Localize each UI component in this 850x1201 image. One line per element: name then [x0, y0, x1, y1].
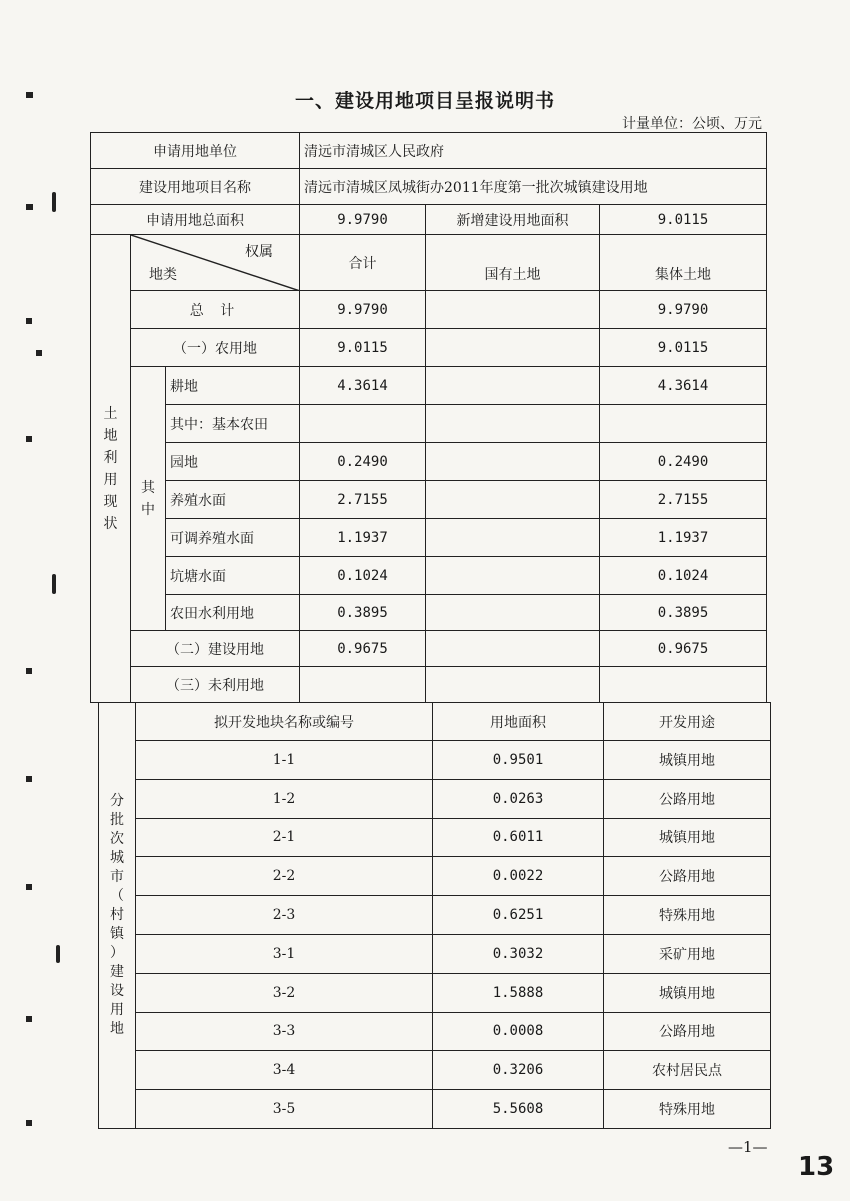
- sub-char: 其: [141, 479, 155, 496]
- row-garden-collective: 0.2490: [600, 443, 767, 481]
- row-unused-state: [426, 667, 600, 703]
- land-use-section-label: [91, 235, 131, 703]
- parcel-use: 农村居民点: [604, 1051, 771, 1090]
- applicant-label: 申请用地单位: [91, 133, 300, 169]
- batch-section-label: [99, 703, 136, 1129]
- row-basic-sum: [300, 405, 426, 443]
- parcel-id: 1-1: [136, 741, 433, 780]
- row-pond-sum: 0.1024: [300, 557, 426, 595]
- row-agri-sum: 9.0115: [300, 329, 426, 367]
- parcel-id: 2-2: [136, 857, 433, 896]
- parcel-id: 1-2: [136, 779, 433, 818]
- parcel-area: 0.0008: [433, 1012, 604, 1051]
- parcel-use: 城镇用地: [604, 973, 771, 1012]
- row-unused-collective: [600, 667, 767, 703]
- total-area-value: 9.9790: [300, 205, 426, 235]
- row-aqua-collective: 2.7155: [600, 481, 767, 519]
- parcel-id: 3-1: [136, 934, 433, 973]
- parcel-use: 特殊用地: [604, 1090, 771, 1129]
- parcel-use: 公路用地: [604, 1012, 771, 1051]
- handwritten-page-number: 13: [798, 1152, 835, 1182]
- row-adj-aqua-label: 可调养殖水面: [166, 519, 300, 557]
- parcel-area: 0.0022: [433, 857, 604, 896]
- parcel-area: 0.6011: [433, 818, 604, 857]
- section-char: ）: [110, 944, 124, 961]
- section-char: 分: [110, 792, 124, 809]
- row-total-label: 总 计: [131, 291, 300, 329]
- row-unused-label: （三）未利用地: [131, 667, 300, 703]
- parcel-id: 3-4: [136, 1051, 433, 1090]
- row-agri-collective: 9.0115: [600, 329, 767, 367]
- total-area-label: 申请用地总面积: [91, 205, 300, 235]
- row-irrig-state: [426, 595, 600, 631]
- binder-mark: [26, 884, 32, 890]
- parcel-use: 公路用地: [604, 857, 771, 896]
- binder-mark: [26, 318, 32, 324]
- section-char: 用: [103, 471, 118, 488]
- row-unused-sum: [300, 667, 426, 703]
- row-gengdi-label: 耕地: [166, 367, 300, 405]
- row-agri-state: [426, 329, 600, 367]
- binder-mark: [56, 945, 60, 963]
- parcel-id: 3-5: [136, 1090, 433, 1129]
- diagonal-header-cell: [131, 235, 300, 291]
- section-char: 利: [103, 449, 118, 466]
- ownership-header: 权属: [245, 244, 273, 260]
- section-char: 建: [110, 963, 124, 980]
- row-basic-state: [426, 405, 600, 443]
- parcel-id: 2-3: [136, 896, 433, 935]
- row-gengdi-sum: 4.3614: [300, 367, 426, 405]
- row-gengdi-collective: 4.3614: [600, 367, 767, 405]
- section-char: 土: [103, 405, 118, 422]
- parcel-id: 2-1: [136, 818, 433, 857]
- col-state-header: 国有土地: [426, 235, 600, 291]
- binder-mark: [52, 574, 56, 594]
- document-title: 一、建设用地项目呈报说明书: [294, 90, 555, 112]
- section-char: 现: [103, 493, 118, 510]
- page-number: —1—: [728, 1138, 768, 1156]
- section-char: 村: [110, 906, 124, 923]
- row-agri-label: （一）农用地: [131, 329, 300, 367]
- row-pond-label: 坑塘水面: [166, 557, 300, 595]
- row-adj-aqua-state: [426, 519, 600, 557]
- applicant-value: 清远市清城区人民政府: [300, 133, 767, 169]
- batch-table: [98, 702, 771, 1129]
- section-char: 镇: [110, 925, 124, 942]
- row-garden-sum: 0.2490: [300, 443, 426, 481]
- col-parcel-header: 拟开发地块名称或编号: [136, 703, 433, 741]
- parcel-area: 0.3206: [433, 1051, 604, 1090]
- row-aqua-state: [426, 481, 600, 519]
- project-name-label: 建设用地项目名称: [91, 169, 300, 205]
- binder-mark: [26, 668, 32, 674]
- section-char: 次: [110, 830, 124, 847]
- binder-mark: [26, 1120, 32, 1126]
- binder-mark: [26, 776, 32, 782]
- row-basic-label: 其中：基本农田: [166, 405, 300, 443]
- row-total-state: [426, 291, 600, 329]
- parcel-use: 城镇用地: [604, 818, 771, 857]
- sub-char: 中: [141, 501, 155, 518]
- binder-mark: [52, 192, 56, 212]
- row-irrig-sum: 0.3895: [300, 595, 426, 631]
- parcel-area: 0.6251: [433, 896, 604, 935]
- unit-note: 计量单位：公顷、万元: [622, 116, 762, 132]
- col-total-header: 合计: [300, 235, 426, 291]
- parcel-area: 0.3032: [433, 934, 604, 973]
- row-build-state: [426, 631, 600, 667]
- section-char: 批: [110, 811, 124, 828]
- parcel-area: 5.5608: [433, 1090, 604, 1129]
- parcel-use: 采矿用地: [604, 934, 771, 973]
- row-garden-label: 园地: [166, 443, 300, 481]
- row-garden-state: [426, 443, 600, 481]
- parcel-use: 城镇用地: [604, 741, 771, 780]
- row-total-collective: 9.9790: [600, 291, 767, 329]
- row-basic-collective: [600, 405, 767, 443]
- section-char: 设: [110, 982, 124, 999]
- col-area-header: 用地面积: [433, 703, 604, 741]
- col-use-header: 开发用途: [604, 703, 771, 741]
- row-aqua-label: 养殖水面: [166, 481, 300, 519]
- row-build-label: （二）建设用地: [131, 631, 300, 667]
- row-pond-collective: 0.1024: [600, 557, 767, 595]
- binder-mark: [26, 1016, 32, 1022]
- parcel-use: 公路用地: [604, 779, 771, 818]
- section-char: 市: [110, 868, 124, 885]
- project-name-value: 清远市清城区凤城街办2011年度第一批次城镇建设用地: [300, 169, 767, 205]
- section-char: 城: [110, 849, 124, 866]
- sub-section-label: [131, 367, 166, 631]
- row-irrig-collective: 0.3895: [600, 595, 767, 631]
- parcel-area: 0.0263: [433, 779, 604, 818]
- row-pond-state: [426, 557, 600, 595]
- col-collective-header: 集体土地: [600, 235, 767, 291]
- binder-mark: [26, 204, 33, 210]
- new-area-value: 9.0115: [600, 205, 767, 235]
- parcel-id: 3-2: [136, 973, 433, 1012]
- parcel-area: 0.9501: [433, 741, 604, 780]
- parcel-area: 1.5888: [433, 973, 604, 1012]
- section-char: 地: [103, 427, 118, 444]
- parcel-use: 特殊用地: [604, 896, 771, 935]
- row-total-sum: 9.9790: [300, 291, 426, 329]
- section-char: 地: [110, 1020, 124, 1037]
- row-adj-aqua-sum: 1.1937: [300, 519, 426, 557]
- row-gengdi-state: [426, 367, 600, 405]
- section-char: 状: [103, 515, 118, 532]
- project-table: [90, 132, 767, 703]
- parcel-id: 3-3: [136, 1012, 433, 1051]
- land-class-header: 地类: [149, 267, 177, 283]
- section-char: 用: [110, 1001, 124, 1018]
- row-build-sum: 0.9675: [300, 631, 426, 667]
- row-irrig-label: 农田水利用地: [166, 595, 300, 631]
- new-area-label: 新增建设用地面积: [426, 205, 600, 235]
- section-char: （: [110, 887, 124, 904]
- row-aqua-sum: 2.7155: [300, 481, 426, 519]
- binder-mark: [26, 436, 32, 442]
- row-build-collective: 0.9675: [600, 631, 767, 667]
- binder-mark: [36, 350, 42, 356]
- row-adj-aqua-collective: 1.1937: [600, 519, 767, 557]
